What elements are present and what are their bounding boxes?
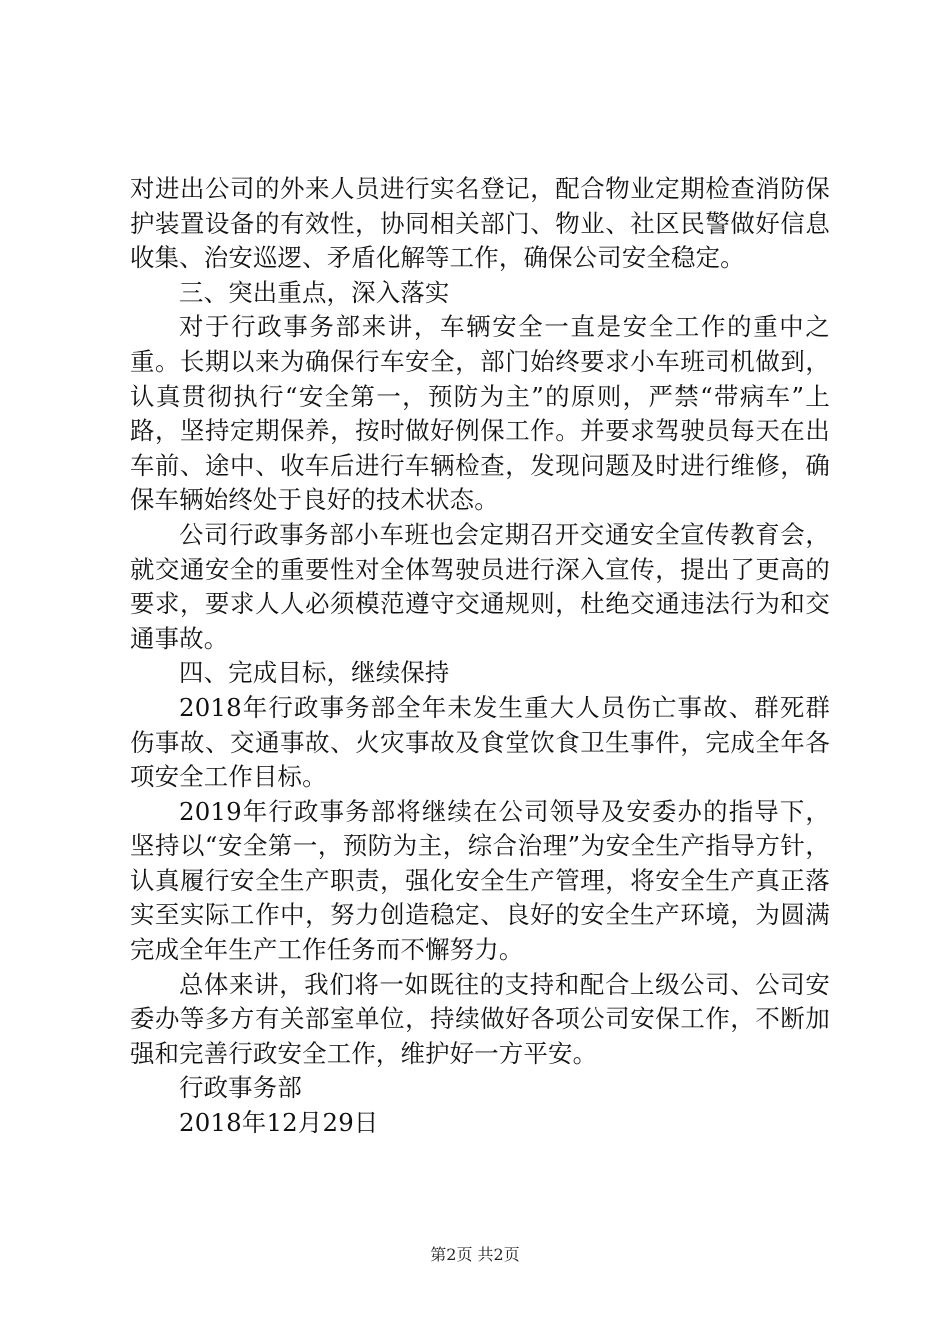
section-heading-4: 四、完成目标，继续保持 xyxy=(179,658,450,688)
paragraph-2018-results: 2018年行政事务部全年未发生重大人员伤亡事故、群死群伤事故、交通事故、火灾事故及食堂饮食卫生事件，完成全年各项安全工作目标。 xyxy=(130,692,830,792)
section-heading-3: 三、突出重点，深入落实 xyxy=(179,277,450,307)
paragraph-vehicle-safety: 对于行政事务部来讲，车辆安全一直是安全工作的重中之重。长期以来为确保行车安全，部门始终要求小车班司机做到，认真贯彻执行“安全第一，预防为主”的原则，严禁“带病车”上路，坚持定期保养，按时做好例保工作。并要求驾驶员每天在出车前、途中、收车后进行车辆检查，发现问题及时进行维修，确保车辆始终处于良好的技术状态。 xyxy=(130,312,830,515)
paragraph-security-registration: 对进出公司的外来人员进行实名登记，配合物业定期检查消防保护装置设备的有效性，协同相关部门、物业、社区民警做好信息收集、治安巡逻、矛盾化解等工作，确保公司安全稳定。 xyxy=(130,174,830,273)
paragraph-traffic-education: 公司行政事务部小车班也会定期召开交通安全宣传教育会，就交通安全的重要性对全体驾驶员进行深入宣传，提出了更高的要求，要求人人必须模范遵守交通规则，杜绝交通违法行为和交通事故。 xyxy=(130,519,830,653)
page-number-footer: 第2页 共2页 xyxy=(430,1245,520,1264)
signature-date: 2018年12月29日 xyxy=(179,1108,379,1138)
paragraph-summary: 总体来讲，我们将一如既往的支持和配合上级公司、公司安委办等多方有关部室单位，持续做好各项公司安保工作，不断加强和完善行政安全工作，维护好一方平安。 xyxy=(130,969,830,1068)
paragraph-2019-plan: 2019年行政事务部将继续在公司领导及安委办的指导下，坚持以“安全第一，预防为主，综合治理”为安全生产指导方针，认真履行安全生产职责，强化安全生产管理，将安全生产真正落实至实际工作中，努力创造稳定、良好的安全生产环境，为圆满完成全年生产工作任务而不懈努力。 xyxy=(130,796,830,965)
signature-department: 行政事务部 xyxy=(179,1073,302,1103)
document-body xyxy=(130,172,830,1141)
